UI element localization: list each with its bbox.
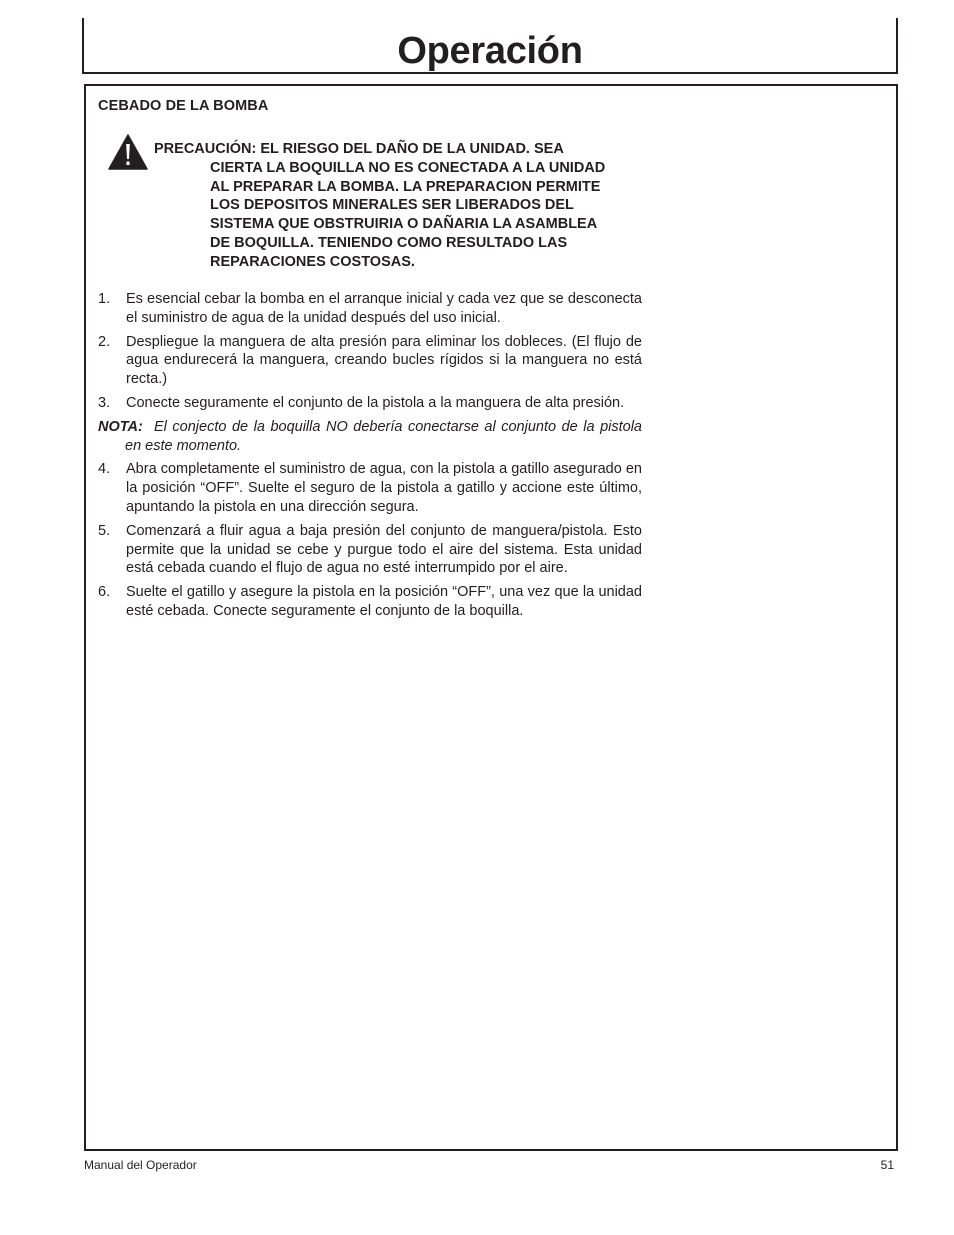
step-text: Es esencial cebar la bomba en el arranque inicial y cada vez que se desconecta el suministro de agua de la unidad después del uso inicial. xyxy=(126,291,642,326)
step-item xyxy=(98,460,642,516)
footer-page-number: 51 xyxy=(880,1158,894,1172)
caution-line: REPARACIONES COSTOSAS. xyxy=(210,253,415,270)
warning-triangle-icon xyxy=(108,134,148,170)
caution-line: PRECAUCIÓN: EL RIESGO DEL DAÑO DE LA UNIDAD. SEA xyxy=(154,141,564,157)
step-text: Conecte seguramente el conjunto de la pistola a la manguera de alta presión. xyxy=(126,394,625,411)
step-text: Abra completamente el suministro de agua, con la pistola a gatillo asegurado en la posición “OFF”. Suelte el seguro de la pistola a gatillo y accione este último, apuntando la pistola en una dirección segura. xyxy=(126,461,642,515)
caution-line: AL PREPARAR LA BOMBA. LA PREPARACION PERMITE xyxy=(210,178,601,195)
step-item xyxy=(98,583,642,621)
step-item xyxy=(98,333,642,389)
content-frame xyxy=(84,84,898,1151)
footer-manual-title: Manual del Operador xyxy=(84,1158,197,1172)
caution-line: CIERTA LA BOQUILLA NO ES CONECTADA A LA UNIDAD xyxy=(210,159,606,176)
note-label: NOTA: xyxy=(98,418,143,435)
step-text: Comenzará a fluir agua a baja presión del conjunto de manguera/pistola. Esto permite que la unidad se cebe y purgue todo el aire del sistema. Esta unidad está cebada cuando el flujo de agua no esté interrumpido por el aire. xyxy=(126,522,642,577)
note xyxy=(98,418,642,456)
step-number: 5. xyxy=(98,522,111,539)
step-item xyxy=(98,290,642,328)
caution-line: LOS DEPOSITOS MINERALES SER LIBERADOS DEL xyxy=(210,197,574,214)
caution-line: SISTEMA QUE OBSTRUIRIA O DAÑARIA LA ASAMBLEA xyxy=(210,216,598,233)
page-header xyxy=(82,18,898,74)
section-heading: CEBADO DE LA BOMBA xyxy=(98,98,269,114)
step-item xyxy=(98,522,642,578)
note-text: El conjecto de la boquilla NO debería conectarse al conjunto de la pistola en este momento. xyxy=(125,418,642,454)
step-text: Despliegue la manguera de alta presión para eliminar los dobleces. (El flujo de agua endurecerá la manguera, creando bucles rígidos si la manguera no está recta.) xyxy=(126,333,642,388)
step-number: 6. xyxy=(98,584,111,601)
step-number: 1. xyxy=(98,291,111,307)
step-number: 4. xyxy=(98,461,111,478)
step-item xyxy=(98,394,642,413)
page-title: Operación xyxy=(397,30,583,72)
caution-text xyxy=(154,140,654,272)
step-number: 3. xyxy=(98,394,111,411)
step-number: 2. xyxy=(98,333,111,350)
step-text: Suelte el gatillo y asegure la pistola en la posición “OFF”, una vez que la unidad esté cebada. Conecte seguramente el conjunto de la boquilla. xyxy=(126,584,642,619)
procedure-steps xyxy=(98,290,642,626)
caution-line: DE BOQUILLA. TENIENDO COMO RESULTADO LAS xyxy=(210,234,568,251)
